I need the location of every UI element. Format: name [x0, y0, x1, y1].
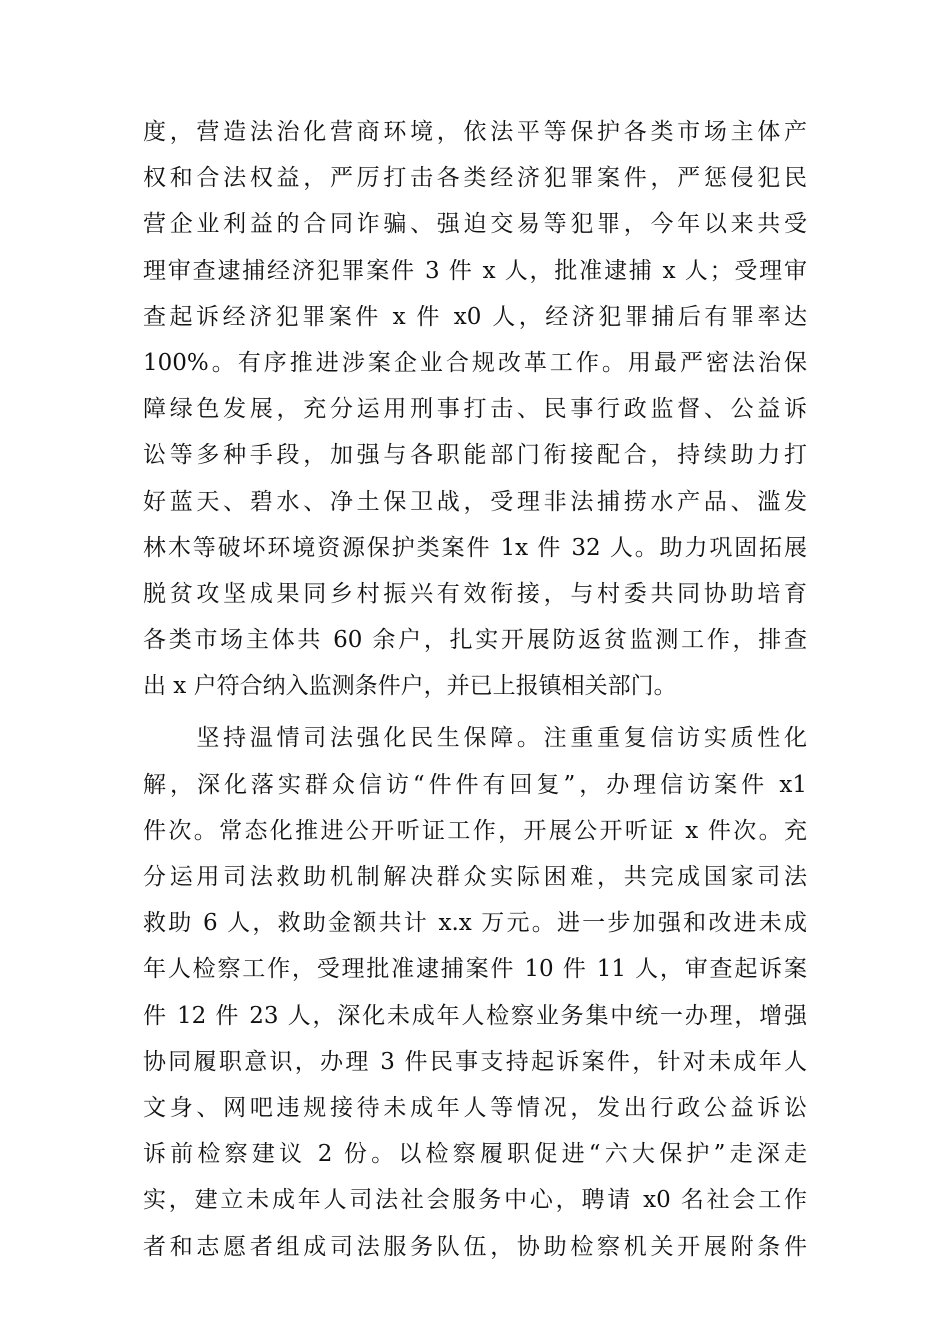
text-line: 林木等破坏环境资源保护类案件 1x 件 32 人。助力巩固拓展 [143, 534, 807, 561]
text-line: 者和志愿者组成司法服务队伍，协助检察机关开展附条件 [143, 1233, 807, 1260]
text-line: 协同履职意识，办理 3 件民事支持起诉案件，针对未成年人 [143, 1048, 807, 1075]
text-line: 分运用司法救助机制解决群众实际困难，共完成国家司法 [143, 864, 807, 890]
paragraph-business-environment [143, 109, 807, 709]
text-line: 文身、网吧违规接待未成年人等情况，发出行政公益诉讼 [143, 1094, 807, 1121]
text-line: 100%。有序推进涉案企业合规改革工作。用最严密法治保 [143, 349, 807, 376]
text-line: 坚持温情司法强化民生保障。注重重复信访实质性化 [143, 725, 807, 752]
text-line: 出 x 户符合纳入监测条件户，并已上报镇相关部门。 [143, 673, 677, 700]
text-line: 诉前检察建议 2 份。以检察履职促进“六大保护”走深走 [143, 1141, 807, 1168]
text-line: 年人检察工作，受理批准逮捕案件 10 件 11 人，审查起诉案 [143, 956, 807, 983]
text-line: 件次。常态化推进公开听证工作，开展公开听证 x 件次。充 [143, 817, 807, 844]
text-line: 营企业利益的合同诈骗、强迫交易等犯罪，今年以来共受 [143, 211, 807, 238]
text-line: 脱贫攻坚成果同乡村振兴有效衔接，与村委共同协助培育 [143, 580, 807, 607]
text-line: 权和合法权益，严厉打击各类经济犯罪案件，严惩侵犯民 [143, 165, 807, 192]
text-line: 好蓝天、碧水、净土保卫战，受理非法捕捞水产品、滥发 [143, 488, 807, 515]
text-line: 障绿色发展，充分运用刑事打击、民事行政监督、公益诉 [143, 396, 807, 423]
text-line: 度，营造法治化营商环境，依法平等保护各类市场主体产 [143, 119, 807, 145]
text-line: 讼等多种手段，加强与各职能部门衔接配合，持续助力打 [143, 442, 807, 469]
text-line: 件 12 件 23 人，深化未成年人检察业务集中统一办理，增强 [143, 1002, 807, 1029]
text-line: 各类市场主体共 60 余户，扎实开展防返贫监测工作，排查 [143, 627, 807, 654]
text-line: 实，建立未成年人司法社会服务中心，聘请 x0 名社会工作 [143, 1187, 807, 1214]
paragraph-livelihood-protection [143, 715, 807, 1269]
document-page [143, 109, 807, 1270]
text-line: 救助 6 人，救助金额共计 x.x 万元。进一步加强和改进未成 [143, 910, 807, 937]
text-line: 解，深化落实群众信访“件件有回复”，办理信访案件 x1 [143, 771, 807, 798]
text-line: 理审查逮捕经济犯罪案件 3 件 x 人，批准逮捕 x 人；受理审 [143, 257, 807, 284]
text-line: 查起诉经济犯罪案件 x 件 x0 人，经济犯罪捕后有罪率达 [143, 303, 807, 330]
